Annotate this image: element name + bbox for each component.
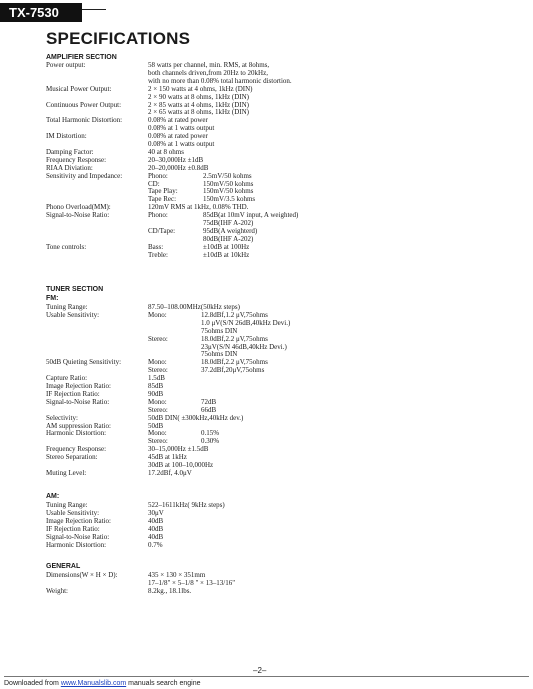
page-title: SPECIFICATIONS	[46, 29, 191, 48]
spec-value-detail: ±10dB at 10kHz	[203, 250, 250, 259]
spec-value: 2 × 150 watts at 4 ohms, 1kHz (DIN)	[148, 84, 253, 93]
spec-value-detail: 0.15%	[201, 429, 220, 438]
spec-label: Musical Power Output:	[46, 84, 112, 93]
spec-label: Signal-to-Noise Ratio:	[46, 532, 110, 541]
spec-value: 0.08% at rated power	[148, 132, 208, 141]
spec-value: 17–1/8" × 5–1/8 " × 13–13/16"	[148, 578, 236, 587]
spec-label: Total Harmonic Distortion:	[46, 116, 123, 125]
spec-value-detail: 37.2dBf,20μV,75ohms	[201, 366, 265, 375]
spec-label: RIAA Diviation:	[46, 163, 93, 172]
spec-value: 58 watts per channel, min. RMS, at 8ohms,	[148, 61, 270, 69]
spec-value: 435 × 130 × 351mm	[148, 571, 206, 579]
spec-label: Muting Level:	[46, 468, 87, 477]
spec-label: Image Rejection Ratio:	[46, 382, 111, 390]
footer-rule	[4, 676, 529, 677]
spec-value: 0.08% at rated power	[148, 116, 208, 125]
spec-value: 85dB	[148, 382, 164, 390]
spec-value-detail: 12.8dBf,1.2 μV,75ohms	[201, 310, 268, 319]
spec-label: Dimensions(W × H × D):	[46, 571, 118, 579]
spec-value: 8.2kg., 18.1lbs.	[148, 586, 192, 595]
spec-value: Treble:	[148, 250, 168, 259]
spec-value: 1.5dB	[148, 374, 165, 383]
spec-value-detail: 23μV(S/N 46dB,40kHz Devi.)	[201, 342, 287, 351]
spec-value: CD/Tape:	[148, 226, 176, 235]
spec-label: Signal-to-Noise Ratio:	[46, 211, 110, 220]
spec-value: 0.08% at 1 watts output	[148, 124, 215, 133]
spec-value: 50dB DIN( ±300kHz,40kHz dev.)	[148, 413, 244, 422]
spec-value: Stereo:	[148, 437, 168, 446]
spec-label: Stereo Separation:	[46, 453, 98, 462]
spec-value-detail: 18.0dBf,2.2 μV,75ohms	[201, 358, 268, 367]
spec-value: 40dB	[148, 532, 164, 541]
spec-value: 87.50–108.00MHz(50kHz steps)	[148, 303, 240, 311]
spec-value: 0.08% at 1 watts output	[148, 140, 215, 148]
spec-value: Stereo:	[148, 366, 168, 375]
spec-label: Usable Sensitivity:	[46, 310, 100, 319]
spec-label: Phono Overload(MM):	[46, 203, 111, 212]
footer-suffix: manuals search engine	[126, 680, 201, 687]
spec-label: IM Distortion:	[46, 132, 87, 141]
spec-value: both channels driven,from 20Hz to 20kHz,	[148, 68, 268, 77]
spec-value: Mono:	[148, 358, 167, 367]
section-heading-tuner: TUNER SECTION	[46, 286, 104, 293]
subheading-fm: FM:	[46, 295, 59, 302]
spec-value-detail: 80dB(IHF A-202)	[203, 234, 254, 243]
footer	[4, 679, 201, 688]
spec-value-detail: 75dB(IHF A-202)	[203, 219, 254, 227]
model-tag: TX-7530	[0, 3, 82, 22]
section-heading-amplifier: AMPLIFIER SECTION	[46, 54, 117, 61]
spec-value: Bass:	[148, 242, 164, 251]
spec-label: Tuning Range:	[46, 303, 88, 311]
spec-value: CD:	[148, 179, 160, 188]
spec-value: 20–30,000Hz ±1dB	[148, 155, 204, 164]
spec-value-detail: 95dB(A weighterd)	[203, 226, 258, 235]
spec-label: Continuous Power Output:	[46, 100, 122, 109]
spec-value-detail: 72dB	[201, 397, 217, 406]
spec-label: Selectivity:	[46, 413, 78, 422]
spec-value: Mono:	[148, 397, 167, 406]
spec-value-detail: 66dB	[201, 405, 217, 414]
spec-value: Stereo:	[148, 334, 168, 343]
spec-label: Harmonic Distortion:	[46, 429, 107, 438]
spec-label: Power output:	[46, 61, 86, 69]
header-rule	[82, 9, 106, 10]
spec-label: Frequency Response:	[46, 155, 107, 164]
spec-label: Usable Sensitivity:	[46, 508, 100, 517]
subheading-am: AM:	[46, 493, 60, 500]
spec-value: 2 × 65 watts at 8 ohms, 1kHz (DIN)	[148, 108, 249, 117]
spec-value: 20–20,000Hz ±0.8dB	[148, 163, 209, 172]
spec-value: Phono:	[148, 211, 168, 220]
spec-value-detail: 75ohms DIN	[201, 326, 238, 335]
spec-value: 50dB	[148, 421, 164, 430]
spec-label: 50dB Quieting Sensitivity:	[46, 358, 122, 367]
manualslib-link[interactable]: www.Manualslib.com	[60, 680, 127, 687]
spec-value: Mono:	[148, 310, 167, 319]
spec-value: 522–1611kHz( 9kHz steps)	[148, 501, 225, 509]
spec-value: 30–15,000Hz ±1.5dB	[148, 445, 209, 454]
spec-value: 2 × 85 watts at 4 ohms, 1kHz (DIN)	[148, 100, 249, 109]
spec-value: Tape Rec:	[148, 195, 177, 204]
spec-value: 120mV RMS at 1kHz, 0.08% THD.	[148, 203, 249, 212]
page-number: –2–	[253, 666, 267, 675]
spec-value-detail: 85dB(at 10mV input, A weighted)	[203, 211, 299, 220]
spec-value-detail: ±10dB at 100Hz	[203, 242, 250, 251]
spec-label: Harmonic Distortion:	[46, 540, 107, 549]
spec-value-detail: 2.5mV/50 kohms	[203, 171, 252, 180]
spec-value: 17.2dBf, 4.0μV	[148, 468, 192, 477]
spec-value-detail: 1.0 μV(S/N 26dB,40kHz Devi.)	[201, 318, 291, 327]
spec-label: Tuning Range:	[46, 501, 88, 509]
spec-label: Weight:	[46, 586, 68, 595]
spec-label: AM suppression Ratio:	[46, 421, 111, 430]
spec-label: Sensitivity and Impedance:	[46, 171, 123, 180]
spec-value: with no more than 0.08% total harmonic distortion.	[148, 76, 292, 85]
spec-value-detail: 0.30%	[201, 437, 220, 446]
spec-value: 45dB at 1kHz	[148, 453, 187, 462]
spec-value: 30dB at 100–10,000Hz	[148, 461, 214, 469]
spec-value-detail: 150mV/50 kohms	[203, 179, 254, 188]
spec-label: Image Rejection Ratio:	[46, 516, 111, 525]
spec-value: 0.7%	[148, 540, 163, 549]
spec-value: 30μV	[148, 508, 164, 517]
spec-value-detail: 18.0dBf,2.2 μV,75ohms	[201, 334, 268, 343]
spec-value: Tape Play:	[148, 187, 178, 196]
spec-value-detail: 75ohms DIN	[201, 350, 238, 359]
spec-value: 40 at 8 ohms	[148, 147, 184, 156]
spec-value-detail: 150mV/50 kohms	[203, 187, 254, 196]
section-heading-general: GENERAL	[46, 563, 81, 570]
spec-label: IF Rejection Ratio:	[46, 524, 100, 533]
spec-label: Signal-to-Noise Ratio:	[46, 397, 110, 406]
spec-value: Stereo:	[148, 405, 168, 414]
spec-value: 90dB	[148, 389, 164, 398]
spec-label: Damping Factor:	[46, 147, 94, 156]
spec-label: Capture Ratio:	[46, 374, 88, 383]
spec-value: Phono:	[148, 171, 168, 180]
spec-value-detail: 150mV/3.5 kohms	[203, 195, 256, 204]
spec-label: Tone controls:	[46, 242, 87, 251]
spec-value: Mono:	[148, 429, 167, 438]
footer-prefix: Downloaded from	[4, 680, 61, 687]
spec-value: 40dB	[148, 516, 164, 525]
spec-label: IF Rejection Ratio:	[46, 389, 100, 398]
spec-label: Frequency Response:	[46, 445, 107, 454]
spec-value: 2 × 90 watts at 8 ohms, 1kHz (DIN)	[148, 92, 249, 101]
spec-value: 40dB	[148, 524, 164, 533]
